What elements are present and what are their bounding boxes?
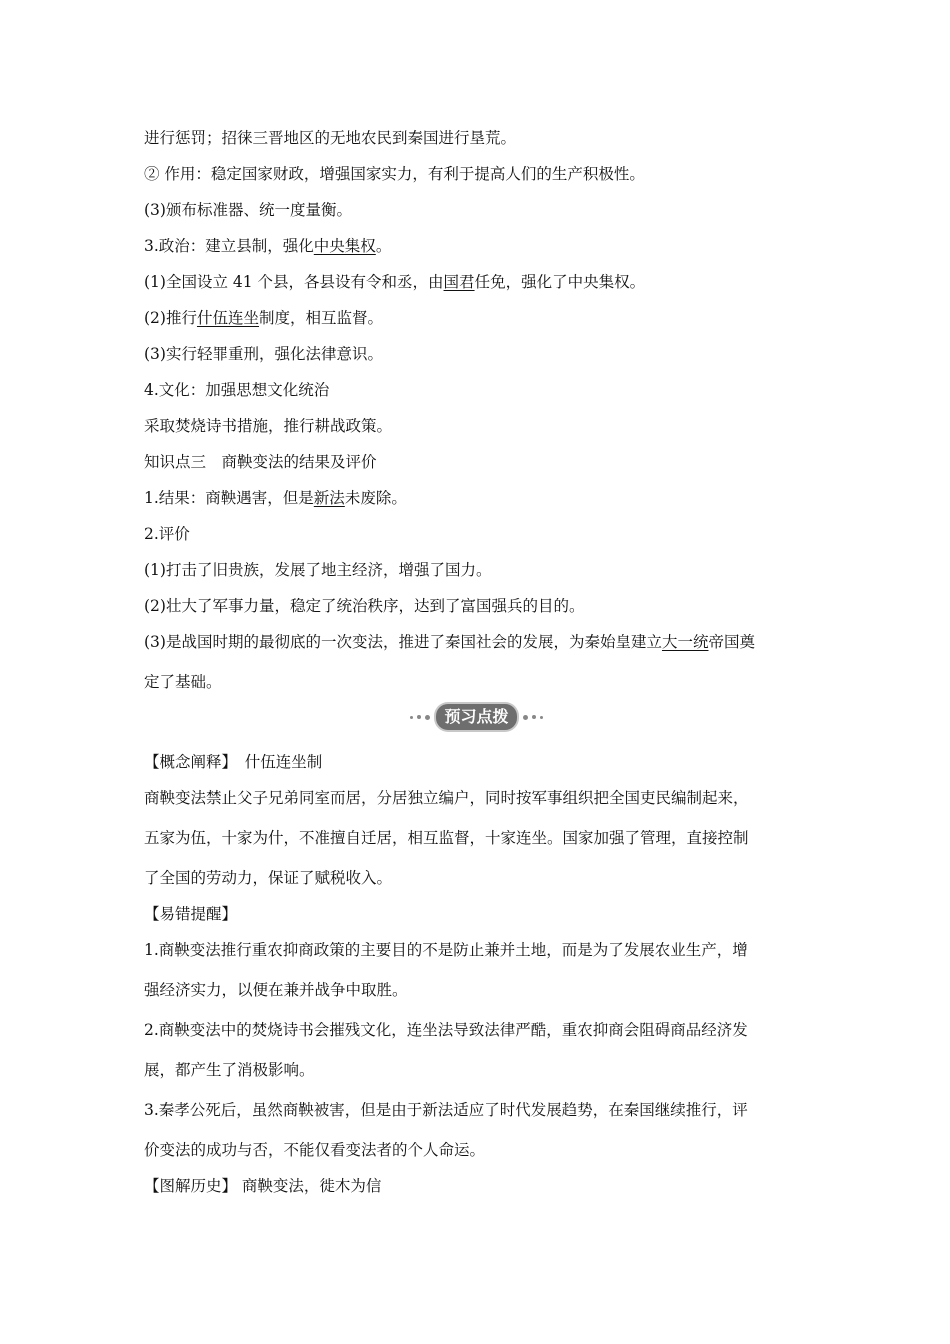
text-line: (3)颁布标准器、统一度量衡。 — [144, 201, 352, 219]
section-heading: 知识点三 商鞅变法的结果及评价 — [144, 453, 377, 471]
document-page — [144, 120, 809, 1196]
section-label: 【概念阐释】 什伍连坐制 — [144, 753, 323, 771]
text-line: 价变法的成功与否，不能仅看变法者的个人命运。 — [144, 1141, 486, 1159]
underlined-term: 大一统 — [661, 633, 709, 651]
text-line: 2.评价 — [144, 525, 190, 543]
text-line: (3)实行轻罪重刑，强化法律意识。 — [144, 345, 383, 363]
text-line: 商鞅变法禁止父子兄弟同室而居，分居独立编户，同时按军事组织把全国吏民编制起来， — [144, 789, 749, 807]
text-line: (2)壮大了军事力量，稳定了统治秩序，达到了富国强兵的目的。 — [144, 597, 585, 615]
text-line: 2.商鞅变法中的焚烧诗书会摧残文化，连坐法导致法律严酷，重农抑商会阻碍商品经济发 — [144, 1021, 748, 1039]
text-line: 进行惩罚；招徕三晋地区的无地农民到秦国进行垦荒。 — [144, 129, 517, 147]
text-line: 五家为伍，十家为什，不准擅自迁居，相互监督，十家连坐。国家加强了管理，直接控制 — [144, 829, 749, 847]
text-line: (1)打击了旧贵族，发展了地主经济，增强了国力。 — [144, 561, 492, 579]
section-label: 【易错提醒】 — [144, 905, 238, 923]
text-line: (3)是战国时期的最彻底的一次变法，推进了秦国社会的发展，为秦始皇建立大一统帝国奠 — [144, 633, 755, 651]
text-line: (2)推行什伍连坐制度，相互监督。 — [144, 309, 383, 327]
underlined-term: 国君 — [443, 273, 475, 291]
text-line: 3.政治：建立县制，强化中央集权。 — [144, 237, 392, 255]
underlined-term: 中央集权 — [313, 237, 376, 255]
text-line: 1.结果：商鞅遇害，但是新法未废除。 — [144, 489, 407, 507]
text-line: 4.文化：加强思想文化统治 — [144, 381, 330, 399]
text-line: 采取焚烧诗书措施，推行耕战政策。 — [144, 417, 393, 435]
section-badge: 预习点拨 — [436, 704, 516, 730]
section-label: 【图解历史】 商鞅变法，徙木为信 — [144, 1177, 382, 1195]
section-badge-row — [144, 704, 809, 730]
underlined-term: 什伍连坐 — [196, 309, 259, 327]
text-line: 1.商鞅变法推行重农抑商政策的主要目的不是防止兼并土地，而是为了发展农业生产，增 — [144, 941, 748, 959]
decorative-dots-right — [523, 715, 543, 720]
text-line: 了全国的劳动力，保证了赋税收入。 — [144, 869, 393, 887]
decorative-dots-left — [410, 715, 430, 720]
text-line: 定了基础。 — [144, 673, 222, 691]
underlined-term: 新法 — [313, 489, 345, 507]
text-line: 3.秦孝公死后，虽然商鞅被害，但是由于新法适应了时代发展趋势，在秦国继续推行，评 — [144, 1101, 748, 1119]
text-line: (1)全国设立 41 个县，各县设有令和丞，由国君任免，强化了中央集权。 — [144, 273, 646, 291]
text-line: 强经济实力，以便在兼并战争中取胜。 — [144, 981, 408, 999]
text-line: 展，都产生了消极影响。 — [144, 1061, 315, 1079]
text-line: ② 作用：稳定国家财政，增强国家实力，有利于提高人们的生产积极性。 — [144, 165, 645, 183]
